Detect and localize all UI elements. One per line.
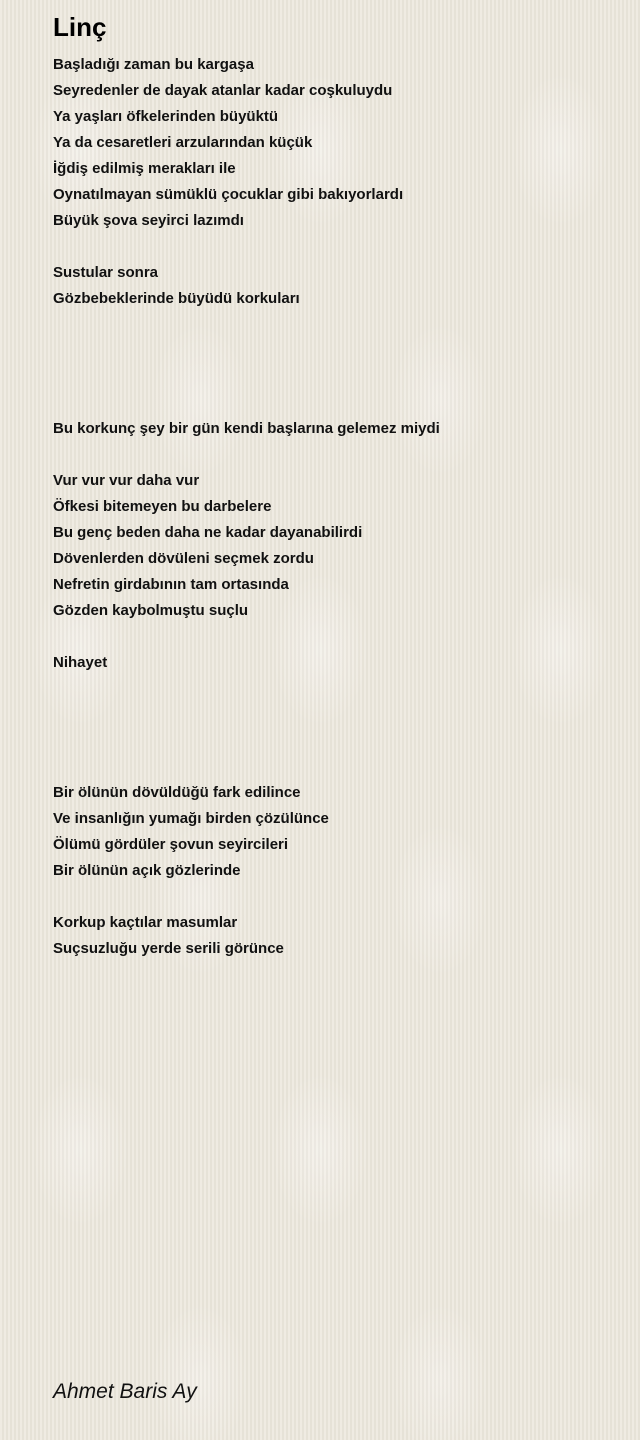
poem-line: Bir ölünün açık gözlerinde [53, 862, 241, 879]
poem-line: Bu korkunç şey bir gün kendi başlarına gelemez miydi [53, 420, 440, 437]
poem-line: Büyük şova seyirci lazımdı [53, 212, 244, 229]
poem-blank-line [53, 624, 613, 650]
poem-line: Gözbebeklerinde büyüdü korkuları [53, 290, 300, 307]
poem-blank-line [53, 702, 613, 728]
poem-line: Sustular sonra [53, 264, 159, 281]
poem-line: Ölümü gördüler şovun seyircileri [53, 836, 289, 853]
poem-line: Nefretin girdabının tam ortasında [53, 576, 289, 593]
poem-blank-line [53, 312, 613, 338]
poem-line: Oynatılmayan sümüklü çocuklar gibi bakıyorlardı [53, 186, 404, 203]
poem-line: Dövenlerden dövüleni seçmek zordu [53, 550, 314, 567]
poem-blank-line [53, 364, 613, 390]
poem-line: Gözden kaybolmuştu suçlu [53, 602, 249, 619]
poem-blank-line [53, 442, 613, 468]
poem-line: Seyredenler de dayak atanlar kadar coşkuluydu [53, 82, 393, 99]
poem-title: Linç [53, 12, 107, 42]
poem-line: Korkup kaçtılar masumlar [53, 914, 238, 931]
poem-line: Suçsuzluğu yerde serili görünce [53, 940, 284, 957]
poem-line: Nihayet [53, 654, 108, 671]
poem-blank-line [53, 390, 613, 416]
poem-body [53, 52, 613, 962]
poem-blank-line [53, 676, 613, 702]
poem-blank-line [53, 728, 613, 754]
poem-line: İğdiş edilmiş merakları ile [53, 160, 236, 177]
poem-author: Ahmet Baris Ay [53, 1380, 197, 1403]
poem-blank-line [53, 234, 613, 260]
poem-line: Ve insanlığın yumağı birden çözülünce [53, 810, 329, 827]
poem-line: Bu genç beden daha ne kadar dayanabilirdi [53, 524, 363, 541]
poem-blank-line [53, 754, 613, 780]
poem-line: Başladığı zaman bu kargaşa [53, 56, 254, 73]
poem-line: Ya yaşları öfkelerinden büyüktü [53, 108, 279, 125]
poem-line: Vur vur vur daha vur [53, 472, 200, 489]
poem-line: Ya da cesaretleri arzularından küçük [53, 134, 313, 151]
poem-blank-line [53, 338, 613, 364]
poem-blank-line [53, 884, 613, 910]
poem-line: Bir ölünün dövüldüğü fark edilince [53, 784, 301, 801]
poem-line: Öfkesi bitemeyen bu darbelere [53, 498, 272, 515]
